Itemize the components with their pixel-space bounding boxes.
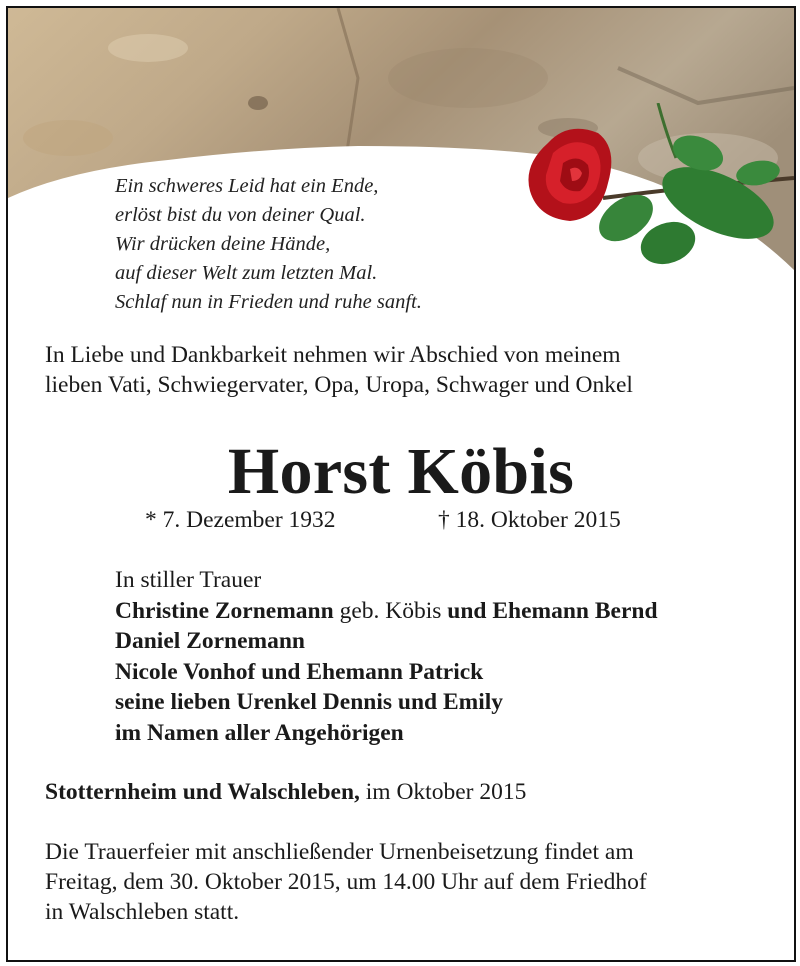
obituary-card: [6, 6, 796, 962]
mourner-line: Nicole Vonhof und Ehemann Patrick: [115, 658, 484, 685]
mourners-heading: In stiller Trauer: [115, 567, 262, 593]
place-names: Stotternheim und Walschleben,: [45, 779, 360, 805]
poem: [115, 172, 422, 317]
place-date: im Oktober 2015: [359, 779, 527, 805]
ceremony-notice: [45, 837, 790, 927]
mourner-line: im Namen aller Angehörigen: [115, 719, 404, 746]
mourner-line: [115, 596, 658, 627]
poem-line: Wir drücken deine Hände,: [115, 233, 331, 255]
place-date-line: [45, 777, 526, 807]
red-rose-icon: [508, 103, 794, 278]
mourner-line: seine lieben Urenkel Dennis und Emily: [115, 689, 504, 715]
ceremony-line: Freitag, dem 30. Oktober 2015, um 14.00 Uhr auf dem Friedhof: [45, 869, 647, 895]
ceremony-line: Die Trauerfeier mit anschließender Urnenbeisetzung findet am: [45, 839, 634, 865]
mourner-line: Daniel Zornemann: [115, 628, 305, 654]
intro-text: [45, 340, 785, 400]
mourner-note: geb. Köbis: [333, 597, 448, 624]
intro-line: lieben Vati, Schwiegervater, Opa, Uropa, Schwager und Onkel: [45, 372, 633, 398]
poem-line: auf dieser Welt zum letzten Mal.: [115, 262, 378, 284]
birth-date: * 7. Dezember 1932: [145, 507, 336, 533]
mourners-list: [115, 565, 658, 748]
poem-line: Schlaf nun in Frieden und ruhe sanft.: [115, 291, 422, 313]
intro-line: In Liebe und Dankbarkeit nehmen wir Abschied von meinem: [45, 342, 621, 368]
poem-line: Ein schweres Leid hat ein Ende,: [115, 175, 379, 197]
death-date: † 18. Oktober 2015: [438, 507, 621, 533]
mourner-name: Christine Zornemann: [115, 597, 334, 624]
poem-line: erlöst bist du von deiner Qual.: [115, 204, 366, 226]
mourner-rest: und Ehemann Bernd: [447, 597, 658, 624]
ceremony-line: in Walschleben statt.: [45, 899, 240, 925]
deceased-name: Horst Köbis: [227, 435, 575, 508]
